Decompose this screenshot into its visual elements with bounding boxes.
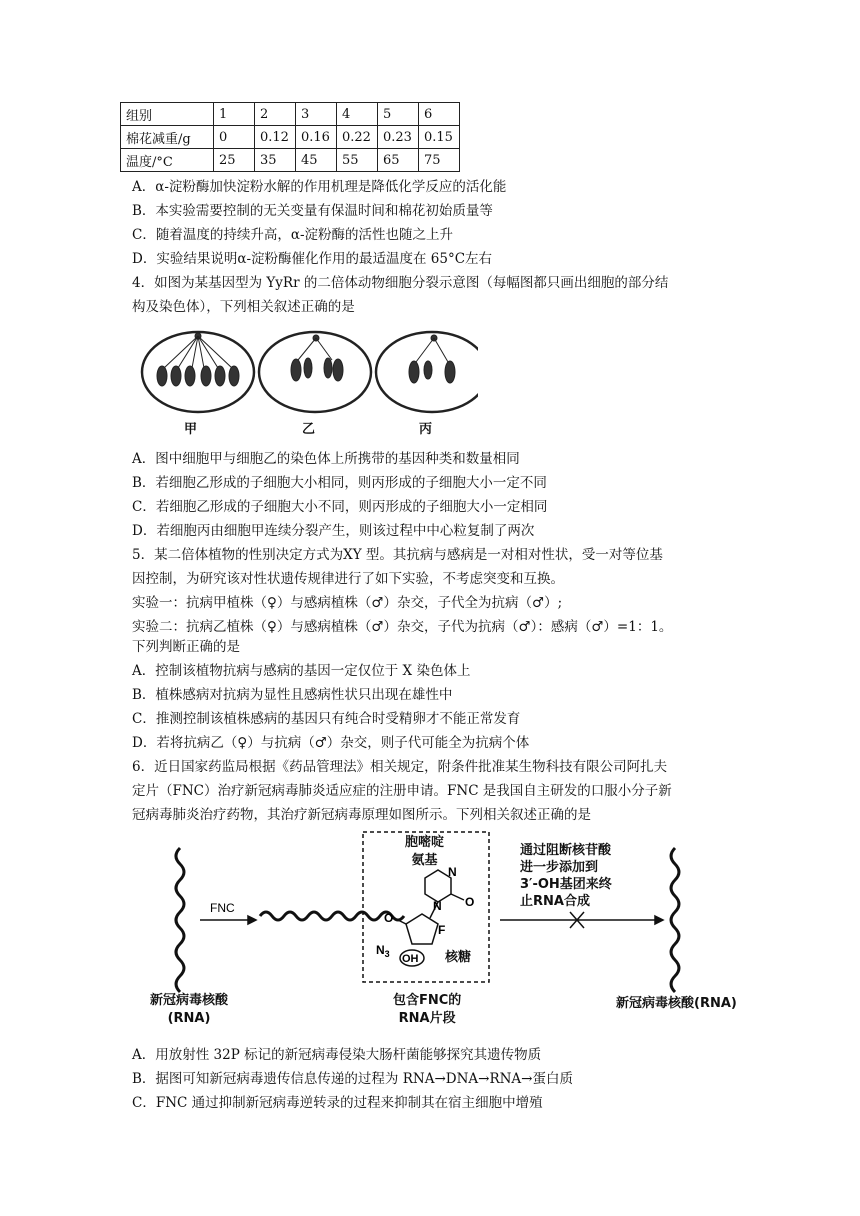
q6-stem-line2: 定片（FNC）治疗新冠病毒肺炎适应症的注册申请。FNC 是我国自主研发的口服小分子新 xyxy=(132,783,672,799)
n3-subscript: 3 xyxy=(384,949,390,959)
cell-yi-membrane xyxy=(259,332,371,412)
q5-stem-line2: 因控制，为研究该对性状遗传规律进行了如下实验，不考虑突变和互换。 xyxy=(132,571,564,587)
q6-option-c: C．FNC 通过抑制新冠病毒逆转录的过程来抑制其在宿主细胞中增殖 xyxy=(132,1095,543,1111)
cytosine-label: 胞嘧啶 氨基 xyxy=(405,835,445,868)
q4-option-a: A．图中细胞甲与细胞乙的染色体上所携带的基因种类和数量相同 xyxy=(132,451,520,467)
q4-stem-line2: 构及染色体），下列相关叙述正确的是 xyxy=(132,299,355,315)
o-label: O xyxy=(384,911,394,925)
q4-option-d: D．若细胞丙由细胞甲连续分裂产生，则该过程中中心粒复制了两次 xyxy=(132,523,535,539)
ribose-label: 核糖 xyxy=(445,950,472,965)
q5-experiment-2: 实验二：抗病乙植株（♀）与感病植株（♂）杂交，子代为抗病（♂）：感病（♂）=1：1。 xyxy=(132,619,673,635)
q3-option-a: A．α-淀粉酶加快淀粉水解的作用机理是降低化学反应的活化能 xyxy=(132,179,507,195)
fnc-rna-fragment xyxy=(260,912,404,920)
ring-o-label: O xyxy=(465,895,475,909)
q3-option-b: B．本实验需要控制的无关变量有保温时间和棉花初始质量等 xyxy=(132,203,493,219)
q3-option-d: D．实验结果说明α-淀粉酶催化作用的最适温度在 65°C左右 xyxy=(132,251,493,267)
q5-experiment-1: 实验一：抗病甲植株（♀）与感病植株（♂）杂交，子代全为抗病（♂）; xyxy=(132,595,563,611)
data-table xyxy=(120,102,460,172)
f-label: F xyxy=(438,923,446,937)
q6-option-a: A．用放射性 32P 标记的新冠病毒侵染大肠杆菌能够探究其遗传物质 xyxy=(132,1047,542,1063)
right-rna-label: 新冠病毒核酸(RNA) xyxy=(616,996,737,1011)
ring-n1-label: N xyxy=(448,865,457,879)
table-row: 温度/°C 25 35 45 55 65 75 xyxy=(121,149,460,172)
q4-option-b: B．若细胞乙形成的子细胞大小相同，则丙形成的子细胞大小一定不同 xyxy=(132,475,547,491)
cell-label-yi: 乙 xyxy=(302,422,316,437)
svg-text:N3 xyxy=(376,943,390,959)
table-row: 棉花减重/g 0 0.12 0.16 0.22 0.23 0.15 xyxy=(121,126,460,149)
q6-option-b: B．据图可知新冠病毒遗传信息传递的过程为 RNA→DNA→RNA→蛋白质 xyxy=(132,1071,573,1087)
right-rna-strand xyxy=(671,848,679,992)
q6-stem-line3: 冠病毒肺炎治疗药物，其治疗新冠病毒原理如图所示。下列相关叙述正确的是 xyxy=(132,807,591,823)
q5-option-d: D．若将抗病乙（♀）与抗病（♂）杂交，则子代可能全为抗病个体 xyxy=(132,735,530,751)
fnc-fragment-label: 包含FNC的 RNA片段 xyxy=(393,993,462,1026)
oh-label: OH xyxy=(402,953,419,965)
termination-annotation: 通过阻断核苷酸 进一步添加到 3′-OH基团来终 止RNA合成 xyxy=(520,843,612,909)
q5-stem-question: 下列判断正确的是 xyxy=(132,639,240,655)
q5-option-c: C．推测控制该植株感病的基因只有纯合时受精卵才不能正常发育 xyxy=(132,711,521,727)
left-rna-strand xyxy=(176,848,184,992)
fnc-label: FNC xyxy=(210,901,235,915)
table-row: 组别 1 2 3 4 5 6 xyxy=(121,103,460,126)
cell-label-jia: 甲 xyxy=(184,422,198,437)
left-rna-label: 新冠病毒核酸 (RNA) xyxy=(150,993,229,1026)
fnc-mechanism-figure xyxy=(150,828,780,1036)
q6-stem-line1: 6．近日国家药监局根据《药品管理法》相关规定，附条件批准某生物科技有限公司阿扎夫 xyxy=(132,759,668,775)
q5-option-a: A．控制该植物抗病与感病的基因一定仅位于 X 染色体上 xyxy=(132,663,471,679)
q5-option-b: B．植株感病对抗病为显性且感病性状只出现在雄性中 xyxy=(132,687,453,703)
q5-stem-line1: 5．某二倍体植物的性别决定方式为XY 型。其抗病与感病是一对相对性状，受一对等位基 xyxy=(132,547,663,563)
cell-division-figure xyxy=(138,330,478,440)
ring-n2-label: N xyxy=(433,899,442,913)
n3-label: N xyxy=(376,943,385,957)
cell-label-bing: 丙 xyxy=(419,422,433,437)
q4-option-c: C．若细胞乙形成的子细胞大小不同，则丙形成的子细胞大小一定相同 xyxy=(132,499,548,515)
q3-option-c: C．随着温度的持续升高，α-淀粉酶的活性也随之上升 xyxy=(132,227,454,243)
q4-stem-line1: 4．如图为某基因型为 YyRr 的二倍体动物细胞分裂示意图（每幅图都只画出细胞的部分结 xyxy=(132,275,669,291)
